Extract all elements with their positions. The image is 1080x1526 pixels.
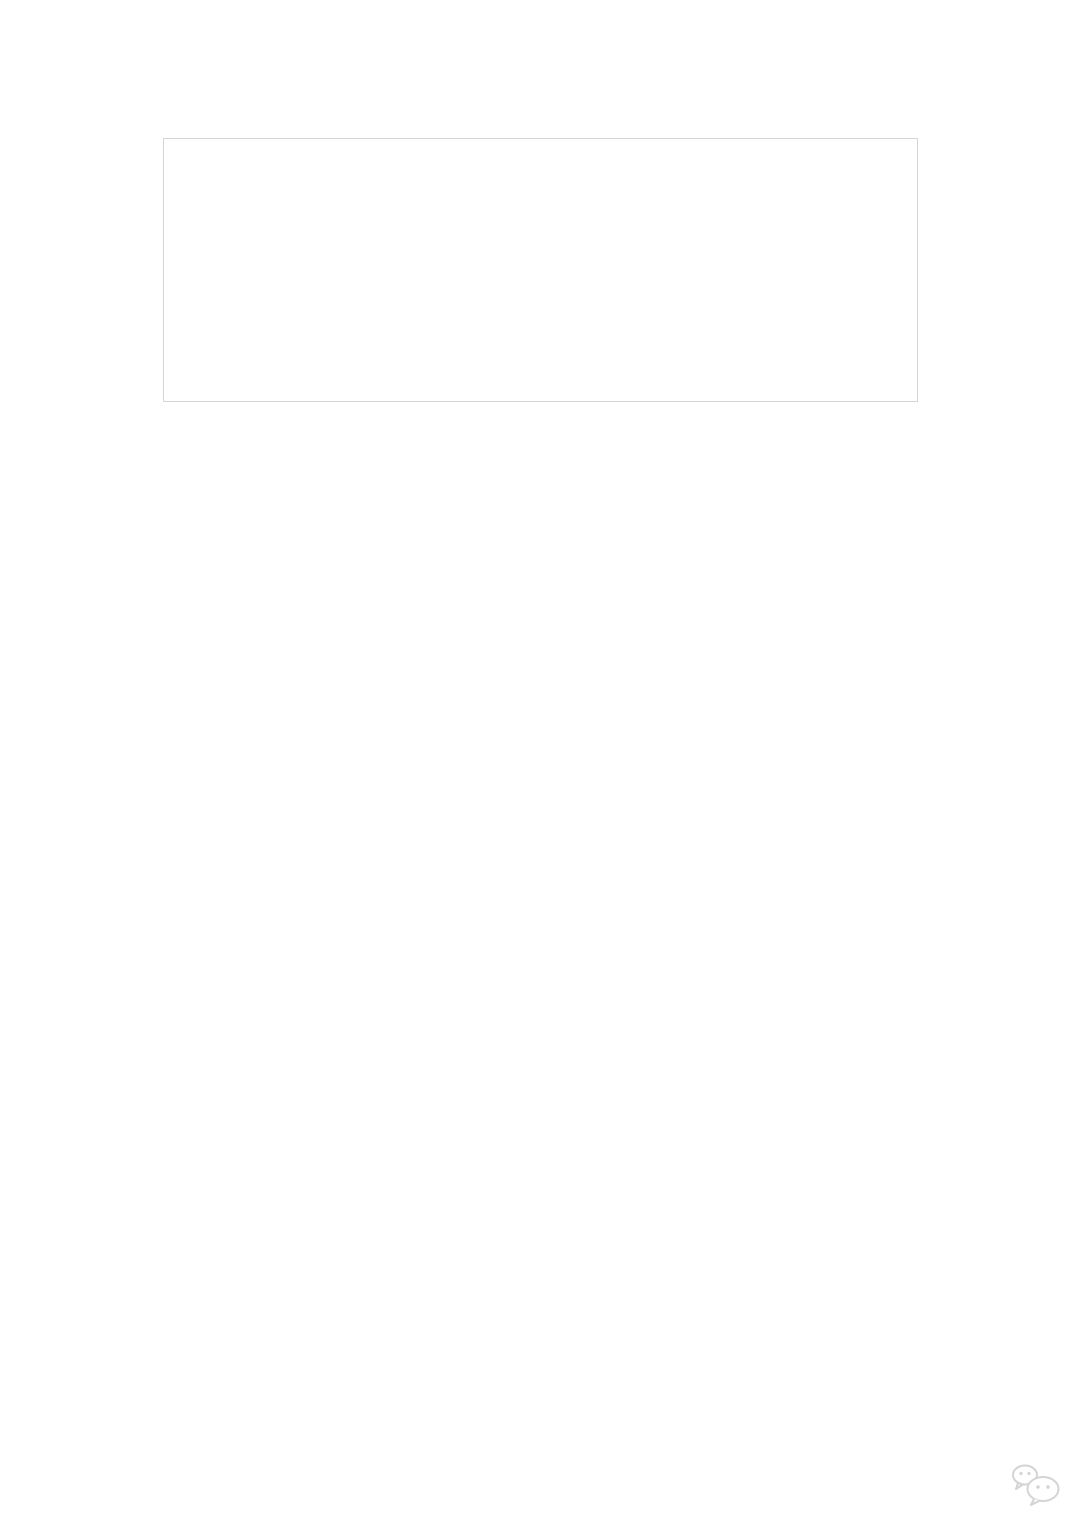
publisher-watermark [1010, 1462, 1074, 1508]
price-trend-chart-panel [163, 138, 918, 402]
chart-plot-svg [164, 139, 917, 401]
wechat-bubbles-icon [1010, 1462, 1064, 1508]
chart-plot-area [164, 139, 917, 401]
